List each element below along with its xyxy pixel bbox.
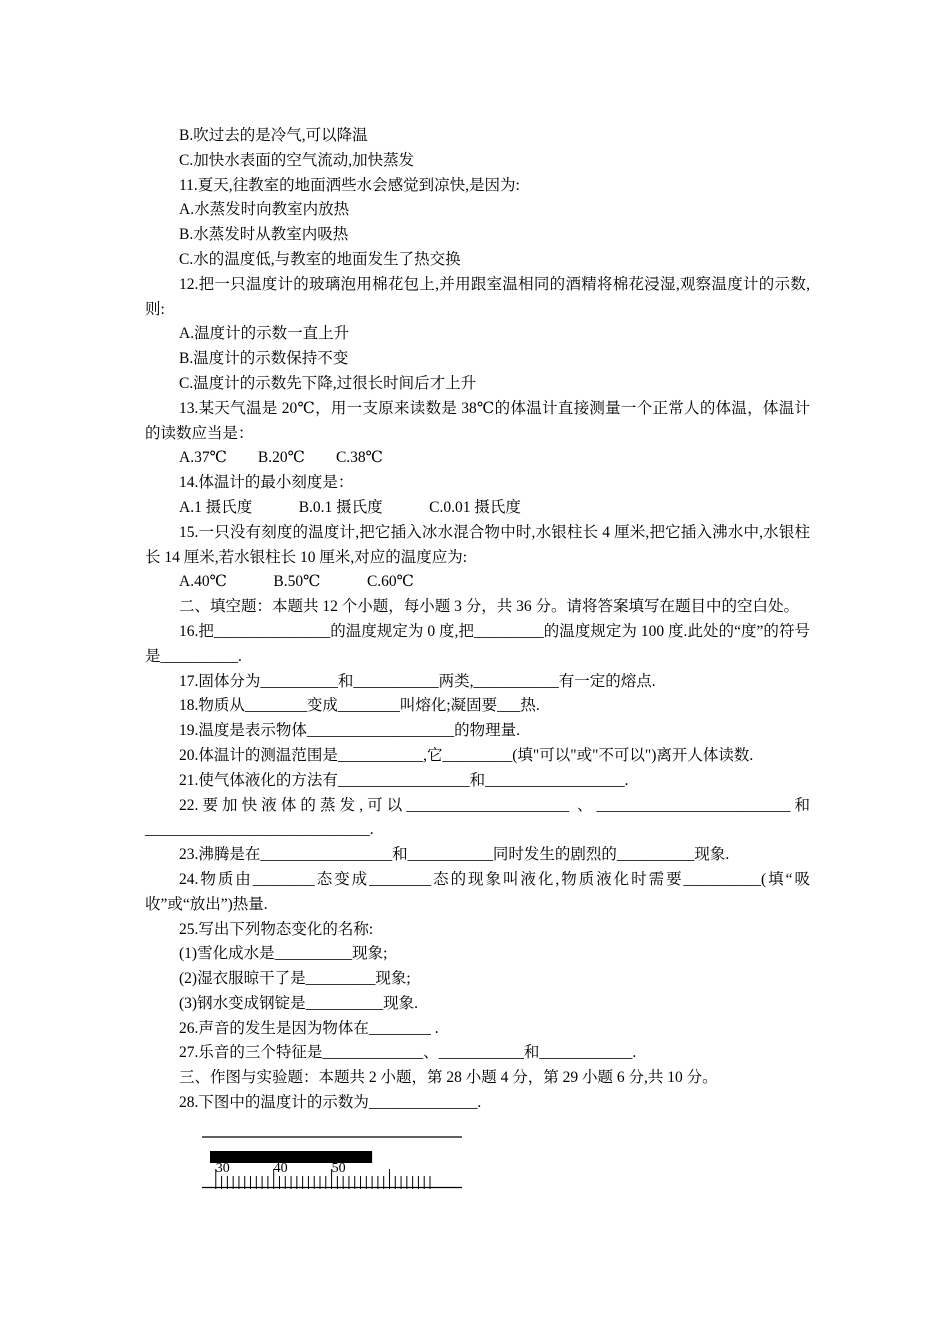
options-13: A.37℃ B.20℃ C.38℃ <box>179 449 384 467</box>
option-11c: C.水的温度低,与教室的地面发生了热交换 <box>179 250 461 268</box>
option-12b: B.温度计的示数保持不变 <box>179 350 349 368</box>
question-16: 16.把_______________的温度规定为 0 度,把_________的温度规定为 100 度.此处的“度”的符号是__________. <box>145 622 810 665</box>
option-11b: B.水蒸发时从教室内吸热 <box>179 226 349 244</box>
scale-label: 50 <box>331 1161 346 1176</box>
option-11a: A.水蒸发时向教室内放热 <box>179 201 350 219</box>
option-12c: C.温度计的示数先下降,过很长时间后才上升 <box>179 374 477 392</box>
scale-label: 40 <box>273 1161 288 1176</box>
question-20: 20.体温计的测温范围是___________,它_________(填"可以"或"不可以")离开人体读数. <box>179 746 754 764</box>
option-12a: A.温度计的示数一直上升 <box>179 325 350 343</box>
question-11: 11.夏天,往教室的地面洒些水会感觉到凉快,是因为: <box>179 176 520 194</box>
question-15: 15.一只没有刻度的温度计,把它插入冰水混合物中时,水银柱长 4 厘米,把它插入沸水中,水银柱长 14 厘米,若水银柱长 10 厘米,对应的温度应为: <box>145 523 810 566</box>
mercury-column <box>210 1151 372 1163</box>
question-19: 19.温度是表示物体___________________的物理量. <box>179 722 521 740</box>
option-10b: B.吹过去的是冷气,可以降温 <box>179 127 368 144</box>
question-23: 23.沸腾是在_________________和___________同时发生的剧烈的__________现象. <box>179 846 730 864</box>
scale-ticks <box>216 1169 430 1189</box>
question-25-3: (3)钢水变成钢锭是__________现象. <box>179 994 418 1012</box>
section-fill-in-heading: 二、填空题：本题共 12 个小题，每小题 3 分，共 36 分。请将答案填写在题目中的空白处。 <box>179 598 800 616</box>
question-18: 18.物质从________变成________叫熔化;凝固要___热. <box>179 697 540 715</box>
question-25-2: (2)湿衣服晾干了是_________现象; <box>179 970 411 988</box>
question-25: 25.写出下列物态变化的名称: <box>179 920 374 938</box>
question-25-1: (1)雪化成水是__________现象; <box>179 945 388 963</box>
options-15: A.40℃ B.50℃ C.60℃ <box>179 573 415 591</box>
question-21: 21.使气体液化的方法有_________________和__________________. <box>179 771 629 789</box>
question-12: 12.把一只温度计的玻璃泡用棉花包上,并用跟室温相同的酒精将棉花浸湿,观察温度计的示数,则: <box>145 275 810 318</box>
section-drawing-heading: 三、作图与实验题：本题共 2 小题，第 28 小题 4 分，第 29 小题 6 分,共 10 分。 <box>179 1069 718 1087</box>
options-14: A.1 摄氏度 B.0.1 摄氏度 C.0.01 摄氏度 <box>179 498 521 516</box>
scale-labels <box>216 1161 346 1176</box>
question-28: 28.下图中的温度计的示数为______________. <box>179 1094 482 1112</box>
question-24: 24.物质由________态变成________态的现象叫液化,物质液化时需要__________(填“吸收”或“放出”)热量. <box>145 870 810 913</box>
question-22: 22.要加快液体的蒸发,可以_____________________ 、_________________________和_____________________________. <box>145 796 810 839</box>
question-27: 27.乐音的三个特征是_____________、___________和____________. <box>179 1044 637 1062</box>
scale-label: 30 <box>215 1161 230 1176</box>
question-13: 13.某天气温是 20℃，用一支原来读数是 38℃的体温计直接测量一个正常人的体温，体温计的读数应当是： <box>145 399 810 442</box>
question-14: 14.体温计的最小刻度是： <box>179 474 354 492</box>
question-26: 26.声音的发生是因为物体在________ . <box>179 1019 439 1037</box>
question-17: 17.固体分为__________和___________两类,___________有一定的熔点. <box>179 672 656 690</box>
option-10c: C.加快水表面的空气流动,加快蒸发 <box>179 151 415 169</box>
